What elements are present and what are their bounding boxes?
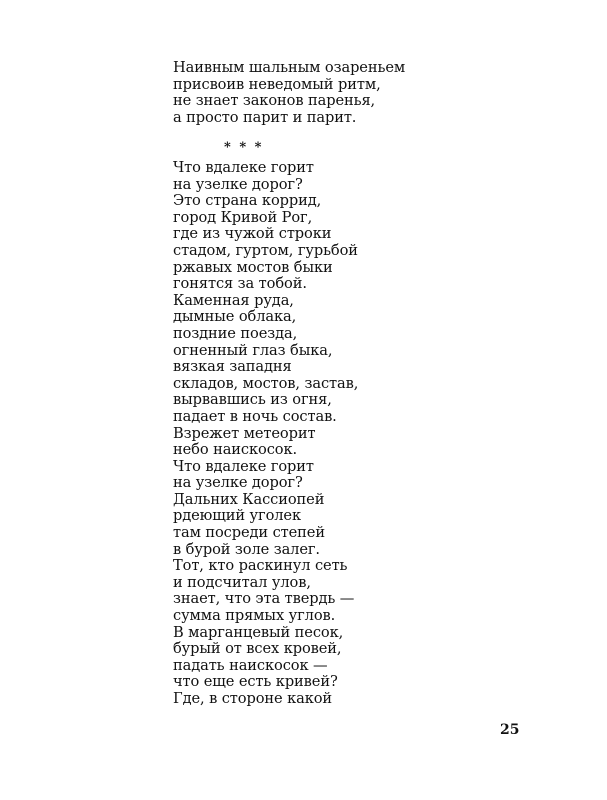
poem-line: Каменная руда, — [173, 291, 294, 309]
poem-line: сумма прямых углов. — [173, 607, 336, 625]
poem-line: гонятся за тобой. — [173, 275, 307, 293]
poem-line: дымные облака, — [173, 308, 297, 326]
poem-stanza-2 — [173, 160, 358, 708]
poem-line: где из чужой строки — [173, 225, 332, 243]
poem-line: в бурой золе залег. — [173, 540, 320, 558]
poem-line: падать наискосок — — [173, 656, 328, 674]
poem-line: падает в ночь состав. — [173, 407, 337, 425]
poem-line: Что вдалеке горит — [173, 457, 314, 475]
poem-line: а просто парит и парит. — [173, 108, 357, 126]
poem-line: на узелке дорог? — [173, 175, 303, 193]
poem-line: вырвавшись из огня, — [173, 391, 332, 409]
poem-line: огненный глаз быка, — [173, 341, 333, 359]
poem-line: складов, мостов, застав, — [173, 374, 359, 392]
poem-line: не знает законов паренья, — [173, 92, 376, 110]
poem-line: В марганцевый песок, — [173, 623, 344, 641]
poem-line: Что вдалеке горит — [173, 159, 314, 176]
poem-line: знает, что эта твердь — — [173, 590, 355, 608]
poem-line: присвоив неведомый ритм, — [173, 75, 381, 93]
poem-line: на узелке дорог? — [173, 474, 303, 492]
section-separator: * * * — [224, 140, 264, 155]
poem-line: ржавых мостов быки — [173, 258, 333, 276]
poem-line: поздние поезда, — [173, 324, 298, 342]
poem-line: Где, в стороне какой — [173, 690, 333, 707]
poem-line: Взрежет метеорит — [173, 424, 316, 442]
poem-line: рдеющий уголек — [173, 507, 301, 525]
poem-line: Наивным шальным озареньем — [173, 59, 406, 76]
poem-line: Это страна коррид, — [173, 192, 322, 210]
poem-line: небо наискосок. — [173, 441, 298, 459]
poem-stanza-1 — [173, 60, 405, 126]
poem-line: стадом, гуртом, гурьбой — [173, 241, 358, 259]
poem-line: Тот, кто раскинул сеть — [173, 557, 348, 575]
poem-line: и подсчитал улов, — [173, 573, 311, 591]
poem-line: Дальних Кассиопей — [173, 490, 325, 508]
poem-line: что еще есть кривей? — [173, 673, 338, 691]
poem-line: город Кривой Рог, — [173, 208, 313, 226]
poem-line: там посреди степей — [173, 524, 325, 542]
poem-line: бурый от всех кровей, — [173, 640, 342, 658]
page-number: 25 — [500, 722, 520, 738]
poem-line: вязкая западня — [173, 358, 292, 376]
